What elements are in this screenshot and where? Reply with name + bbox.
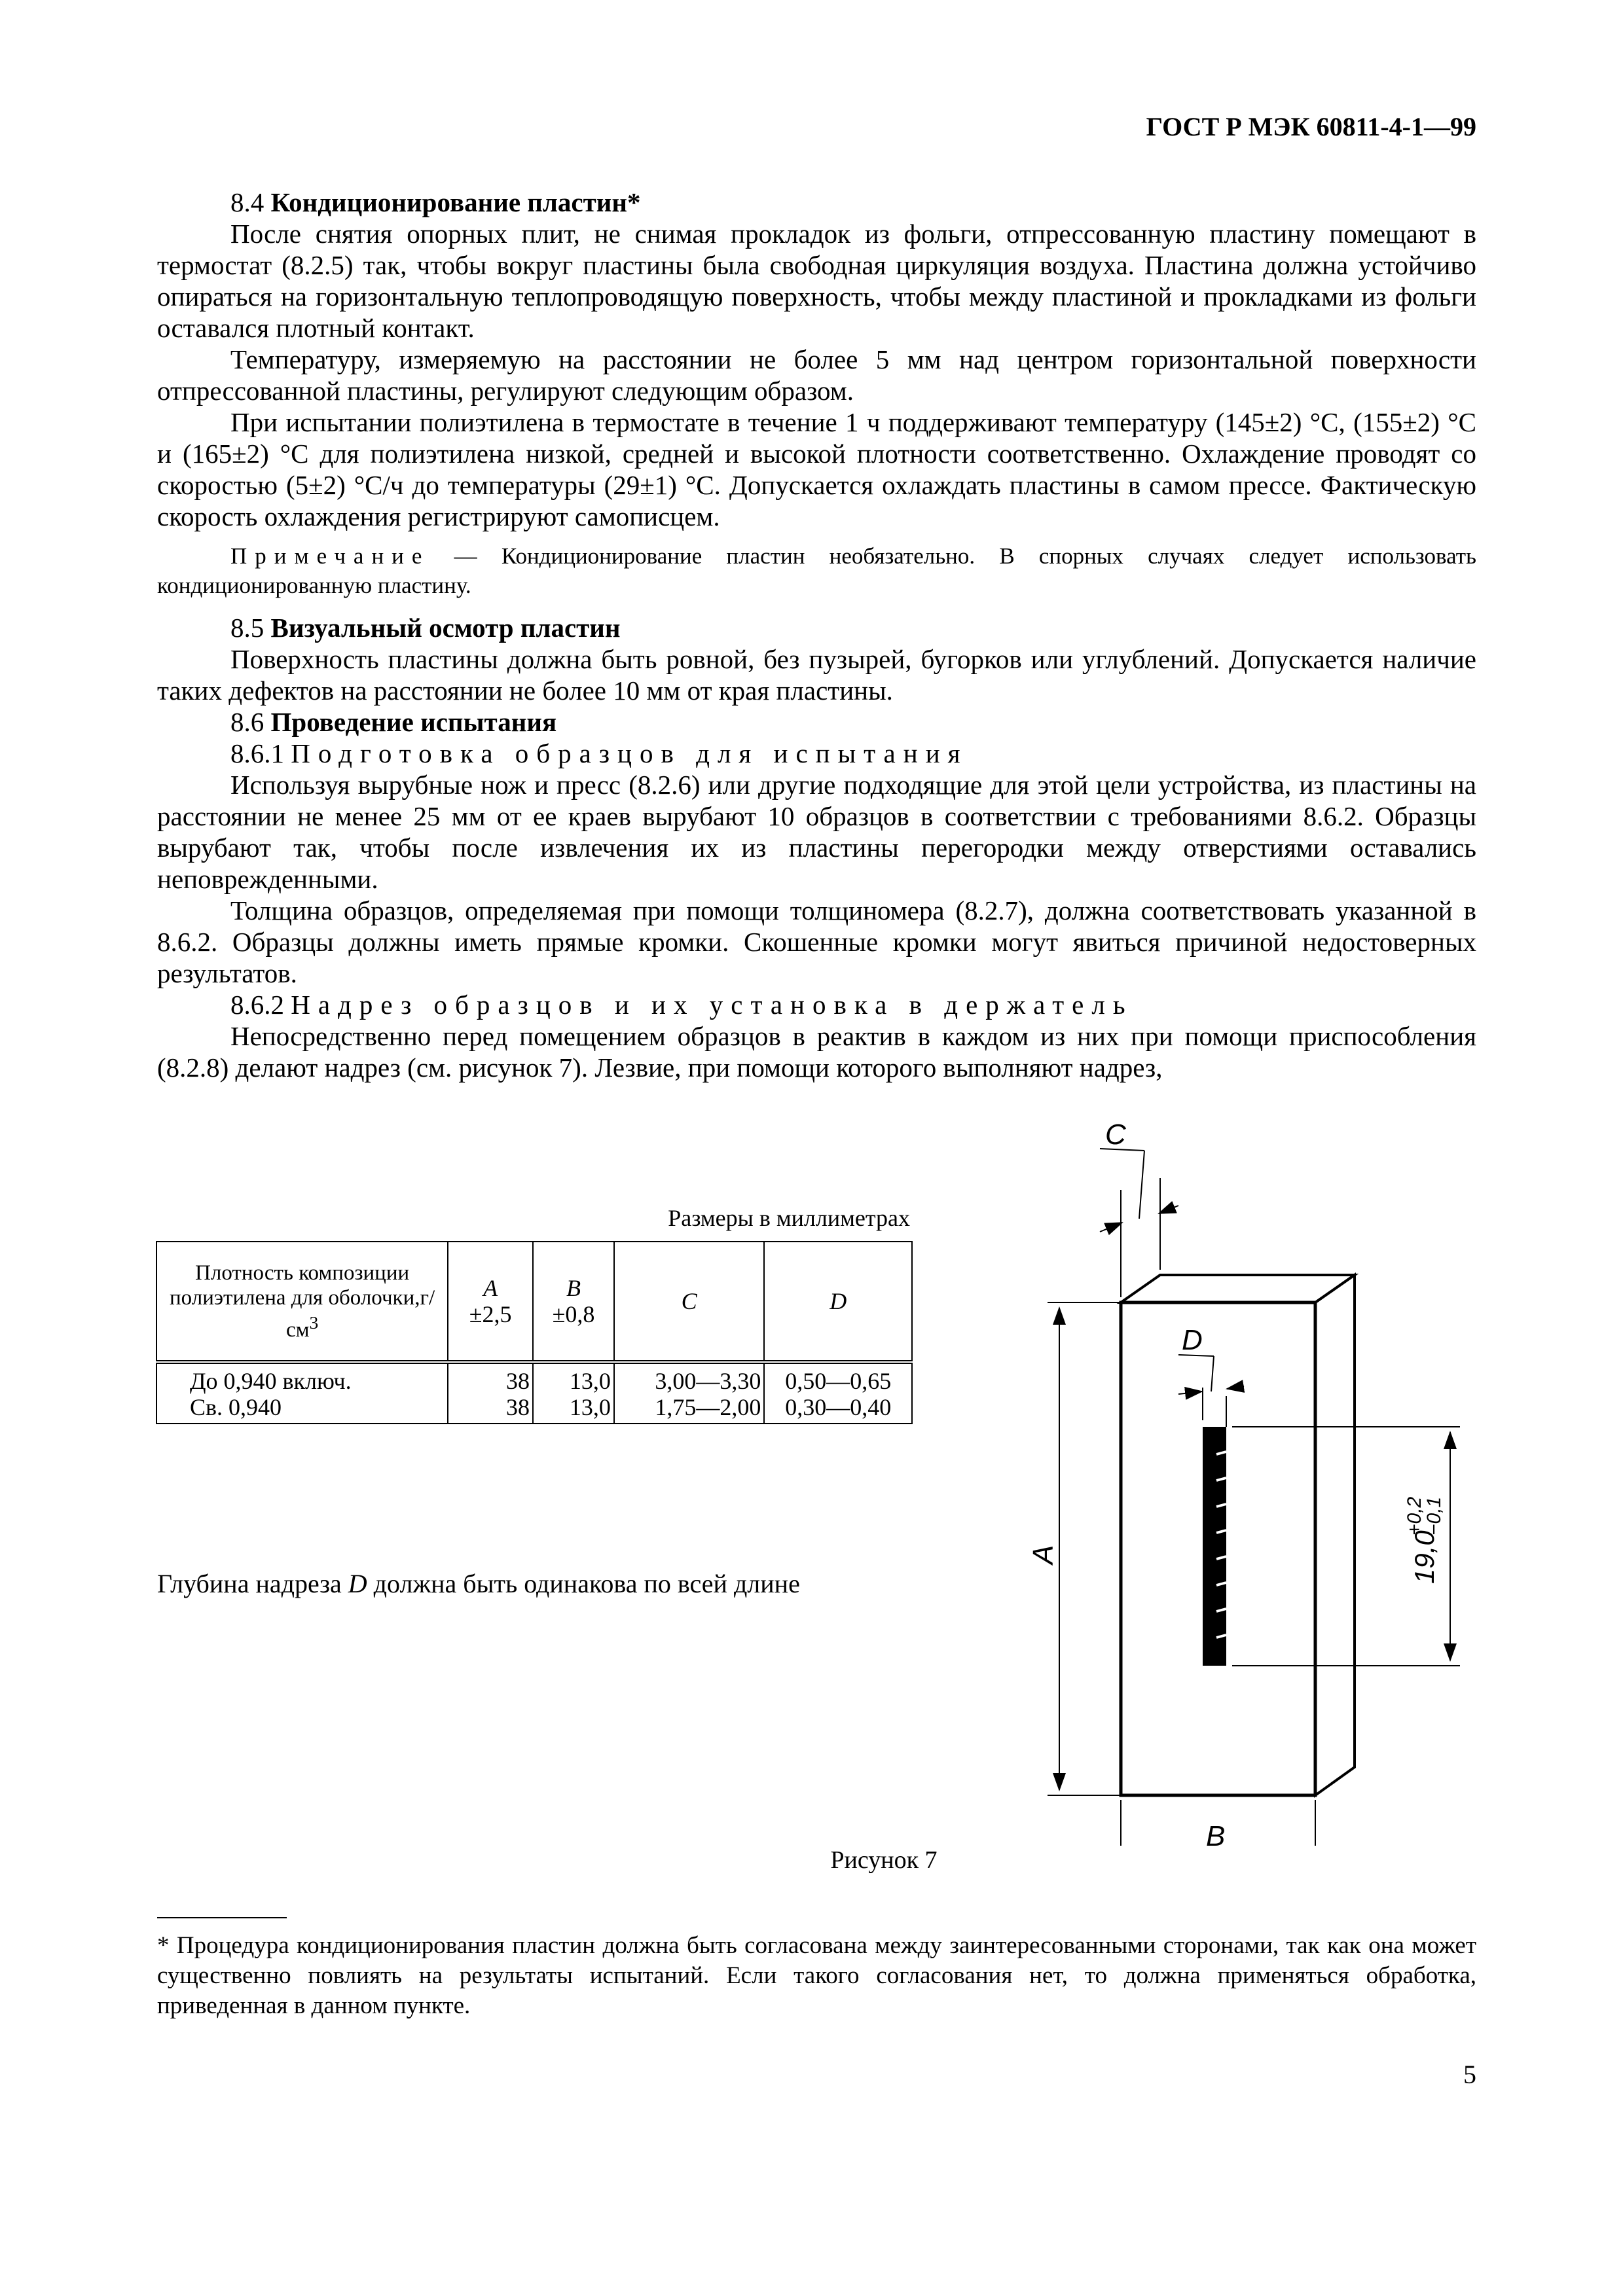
footnote: * Процедура кондиционирования пластин должна быть согласована между заинтересованными сторонами, так как она может существенно повлиять на результаты испытаний. Если такого согласования нет, то должна применяться обработка, приведенная в данном пункте. [157, 1932, 1476, 2019]
depth-note: Глубина надреза D должна быть одинакова по всей длине [157, 1569, 800, 1598]
note-label: Примечание [230, 543, 430, 569]
cell-d: 0,30—0,40 [764, 1394, 912, 1424]
paragraph: После снятия опорных плит, не снимая прокладок из фольги, отпрессованную пластину помещают в термостат (8.2.5) так, чтобы вокруг пластины была свободная циркуляция воздуха. Пластина должна устойчиво опираться на горизонтальную теплопроводящую поверхность, чтобы между пластиной и прокладками из фольги оставался плотный контакт. [157, 219, 1476, 343]
header-density: Плотность композиции полиэтилена для $оболочки,г/см^3$ [156, 1242, 448, 1362]
note-text: — Кондиционирование пластин необязательно. В спорных случаях следует использовать кондиционированную пластину. [157, 543, 1476, 598]
section-8-5-heading [157, 612, 1476, 643]
figure-7-drawing [982, 1113, 1480, 1846]
note [157, 541, 1476, 600]
section-8-6-heading [157, 706, 1476, 738]
cell-c: 3,00—3,30 [614, 1362, 765, 1394]
header-c: C [614, 1242, 765, 1362]
document-header: ГОСТ Р МЭК 60811-4-1—99 [1146, 112, 1476, 141]
cell-d: 0,50—0,65 [764, 1362, 912, 1394]
subsection-number: 8.6.1 [230, 738, 284, 768]
section-number: 8.4 [230, 187, 264, 217]
specimen-side-face [1315, 1275, 1355, 1795]
paragraph: Поверхность пластины должна быть ровной, без пузырей, бугорков или углублений. Допускается наличие таких дефектов на расстоянии не более 10 мм от края пластины. [157, 644, 1476, 706]
cell-density: До 0,940 включ. [156, 1362, 448, 1394]
dim-tol-plus: +0,2 [1404, 1496, 1425, 1535]
table-row [156, 1394, 912, 1424]
section-title: Проведение испытания [270, 707, 557, 737]
header-b: B ±0,8 [533, 1242, 614, 1362]
paragraph: Непосредственно перед помещением образцов в реактив в каждом из них при помощи приспособления (8.2.8) делают надрез (см. рисунок 7). Лезвие, при помощи которого выполняют надрез, [157, 1021, 1476, 1083]
cell-a: 38 [448, 1394, 533, 1424]
subsection-title: Подготовка образцов для испытания [291, 738, 968, 768]
dim-19: 19,0 [1409, 1530, 1440, 1584]
paragraph: При испытании полиэтилена в термостате в течение 1 ч поддерживают температуру (145±2) °С, (155±2) °С и (165±2) °С для полиэтилена низкой, средней и высокой плотности соответственно. Охлаждение проводят со скоростью (5±2) °С/ч до температуры (29±1) °С. Допускается охлаждать пластины в самом прессе. Фактическую скорость охлаждения регистрируют самописцем. [157, 407, 1476, 531]
subsection-title: Надрез образцов и их установка в держатель [291, 990, 1133, 1020]
table-header-row [156, 1242, 912, 1362]
table-row [156, 1362, 912, 1394]
table-units: Размеры в миллиметрах [668, 1205, 910, 1231]
notch [1203, 1427, 1226, 1666]
cell-c: 1,75—2,00 [614, 1394, 765, 1424]
label-b: B [1206, 1820, 1226, 1846]
body-text [157, 187, 1476, 1083]
section-title: Визуальный осмотр пластин [270, 613, 621, 643]
paragraph: Температуру, измеряемую на расстоянии не более 5 мм над центром горизонтальной поверхности отпрессованной пластины, регулируют следующим образом. [157, 344, 1476, 406]
label-c: C [1105, 1119, 1126, 1151]
header-d: D [764, 1242, 912, 1362]
section-title: Кондиционирование пластин* [270, 187, 641, 217]
label-d: D [1182, 1324, 1203, 1356]
cell-b: 13,0 [533, 1394, 614, 1424]
subsection-number: 8.6.2 [230, 990, 284, 1020]
paragraph: Используя вырубные нож и пресс (8.2.6) или другие подходящие для этой цели устройства, из пластины на расстоянии не менее 25 мм от ее краев вырубают 10 образцов в соответствии с требованиями 8.6.2. Образцы вырубают так, чтобы после извлечения их из пластины перегородки между отверстиями оставались неповрежденными. [157, 770, 1476, 894]
figure-caption: Рисунок 7 [830, 1846, 938, 1874]
cell-a: 38 [448, 1362, 533, 1394]
paragraph: Толщина образцов, определяемая при помощи толщиномера (8.2.7), должна соответствовать указанной в 8.6.2. Образцы должны иметь прямые кромки. Скошенные кромки могут явиться причиной недостоверных результатов. [157, 895, 1476, 988]
cell-density: Св. 0,940 [156, 1394, 448, 1424]
section-8-4-heading [157, 187, 1476, 218]
header-a: A ±2,5 [448, 1242, 533, 1362]
subsection-8-6-2-heading [157, 989, 1476, 1020]
dimensions-table [156, 1241, 913, 1424]
footnote-divider [157, 1917, 287, 1918]
dim-tol-minus: −0,1 [1423, 1496, 1445, 1535]
page-number: 5 [1463, 2060, 1476, 2089]
section-number: 8.5 [230, 613, 264, 643]
section-number: 8.6 [230, 707, 264, 737]
cell-b: 13,0 [533, 1362, 614, 1394]
label-a: A [1027, 1545, 1059, 1564]
subsection-8-6-1-heading [157, 738, 1476, 769]
